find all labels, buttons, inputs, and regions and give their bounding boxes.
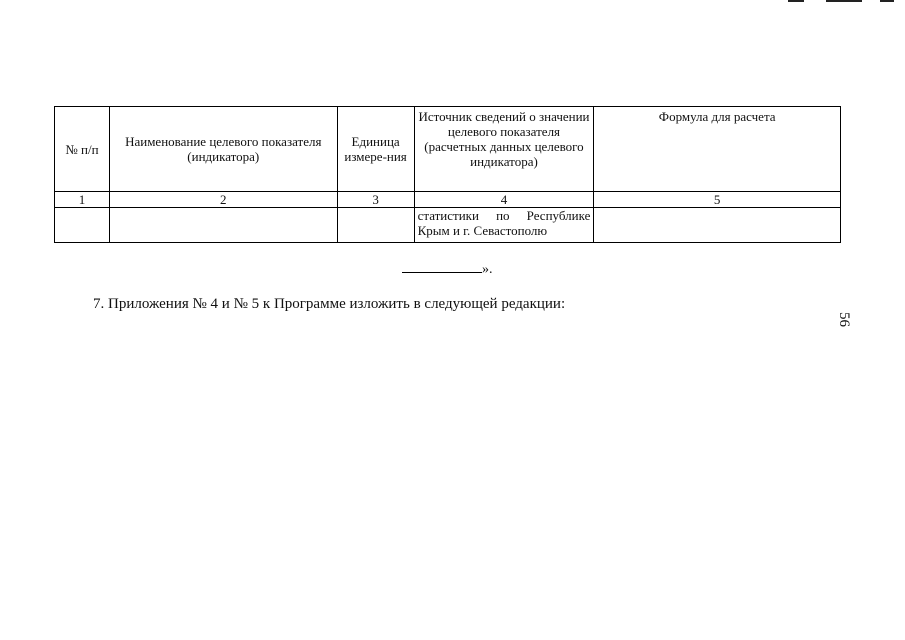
scan-edge-marks: [0, 0, 905, 4]
column-number: 4: [414, 192, 594, 208]
table-cell: [55, 208, 110, 243]
table-row: [55, 208, 841, 243]
indicators-table: [54, 106, 841, 243]
closing-mark: ».: [482, 262, 493, 277]
column-number: 5: [594, 192, 841, 208]
column-number: 2: [109, 192, 337, 208]
closing-underline: [402, 259, 482, 273]
column-number: 3: [337, 192, 414, 208]
header-number: № п/п: [55, 107, 110, 192]
table-cell: [594, 208, 841, 243]
scan-mark: [826, 0, 862, 2]
header-indicator-name: Наименование целевого показателя (индикатора): [109, 107, 337, 192]
closing-quote: [402, 259, 493, 278]
page-number: 56: [836, 312, 852, 327]
table-cell: [337, 208, 414, 243]
table-cell-source: статистики по Республике Крым и г. Севастополю: [414, 208, 594, 243]
scan-mark: [880, 0, 894, 2]
table-cell: [109, 208, 337, 243]
header-unit: Единица измере-ния: [337, 107, 414, 192]
table-header-row: [55, 107, 841, 192]
column-number-row: [55, 192, 841, 208]
header-formula: Формула для расчета: [594, 107, 841, 192]
column-number: 1: [55, 192, 110, 208]
amendment-paragraph: 7. Приложения № 4 и № 5 к Программе изложить в следующей редакции:: [93, 296, 566, 312]
header-data-source: Источник сведений о значении целевого показателя (расчетных данных целевого индикатора): [414, 107, 594, 192]
scan-mark: [788, 0, 804, 2]
